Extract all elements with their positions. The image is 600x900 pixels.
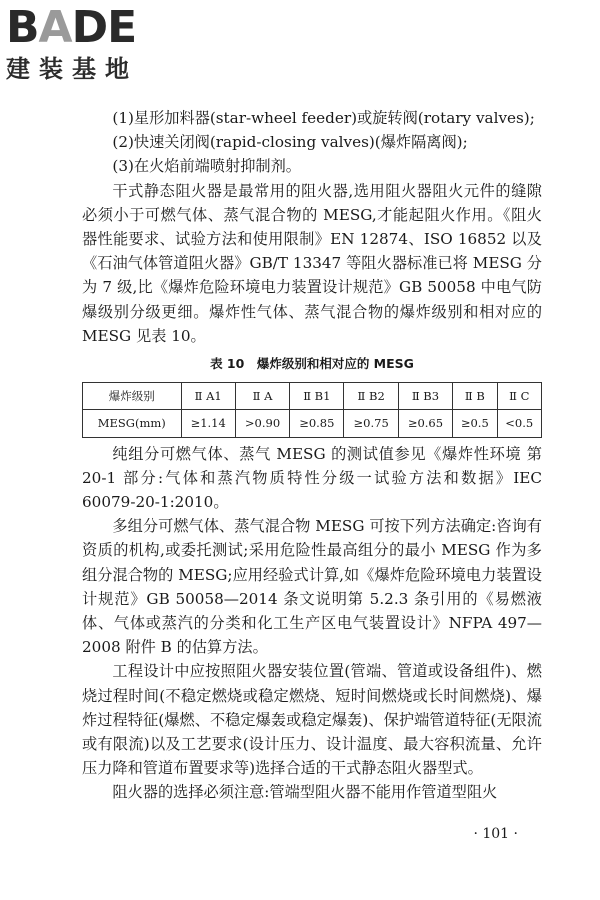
table-header-row [83, 383, 542, 410]
table-cell: ≥0.85 [290, 410, 344, 437]
list-item-2: (2)快速关闭阀(rapid-closing valves)(爆炸隔离阀); [112, 133, 468, 152]
table-cell: MESG(mm) [83, 410, 182, 437]
table-caption: 表 10 爆炸级别和相对应的 MESG [210, 356, 414, 372]
logo-letters-de: DE [71, 2, 137, 53]
table-header-cell: Ⅱ B3 [398, 383, 452, 410]
logo-letter-b: B [6, 2, 39, 53]
table-header-cell: Ⅱ A [235, 383, 289, 410]
table-cell: <0.5 [497, 410, 541, 437]
list-item-1: (1)星形加料器(star-wheel feeder)或旋转阀(rotary valves); [112, 109, 535, 127]
logo-letter-a: A [38, 2, 72, 53]
paragraph-4: 工程设计中应按照阻火器安装位置(管端、管道或设备组件)、燃烧过程时间(不稳定燃烧或稳定燃烧、短时间燃烧或长时间燃烧)、爆炸过程特征(爆燃、不稳定爆轰或稳定爆轰)、保护端管道特征(无限流或有限流)以及工艺要求(设计压力、设计温度、最大容积流量、允许压力降和管道布置要求等)选择合适的干式静态阻火器型式。 [82, 662, 542, 778]
paragraph-1: 干式静态阻火器是最常用的阻火器,选用阻火器阻火元件的缝隙必须小于可燃气体、蒸气混合物的 MESG,才能起阻火作用。《阻火器性能要求、试验方法和使用限制》EN 12874、ISO 16852 以及《石油气体管道阻火器》GB/T 13347 等阻火器标准已将 MESG 分为 7 级,比《爆炸危险环境电力装置设计规范》GB 50058 中电气防爆级别分级更细。爆炸性气体、蒸气混合物的爆炸级别和相对应的 MESG 见表 10。 [82, 181, 542, 345]
page-number: · 101 · [473, 826, 518, 842]
table-header-cell: 爆炸级别 [83, 383, 182, 410]
logo-chinese: 建装基地 [6, 55, 138, 83]
table-cell: ≥0.5 [453, 410, 497, 437]
brand-logo [6, 2, 138, 84]
table-cell: ≥1.14 [181, 410, 235, 437]
logo-wordmark [6, 2, 138, 53]
page-content [82, 106, 542, 805]
list-item-3: (3)在火焰前端喷射抑制剂。 [112, 157, 301, 176]
table-row [83, 410, 542, 437]
table-cell: ≥0.75 [344, 410, 398, 437]
mesg-table [82, 382, 542, 437]
table-cell: ≥0.65 [398, 410, 452, 437]
paragraph-3: 多组分可燃气体、蒸气混合物 MESG 可按下列方法确定:咨询有资质的机构,或委托测试;采用危险性最高组分的最小 MESG 作为多组分混合物的 MESG;应用经验式计算,如《爆炸危险环境电力装置设计规范》GB 50058—2014 条文说明第 5.2.3 条引用的《易燃液体、气体或蒸汽的分类和化工生产区电气装置设计》NFPA 497—2008 附件 B 的估算方法。 [82, 517, 542, 657]
paragraph-2: 纯组分可燃气体、蒸气 MESG 的测试值参见《爆炸性环境 第 20-1 部分:气体和蒸汽物质特性分级一试验方法和数据》IEC 60079-20-1:2010。 [82, 444, 542, 512]
table-cell: >0.90 [235, 410, 289, 437]
table-header-cell: Ⅱ B2 [344, 383, 398, 410]
paragraph-5: 阻火器的选择必须注意:管端型阻火器不能用作管道型阻火 [112, 783, 498, 802]
table-header-cell: Ⅱ B [453, 383, 497, 410]
table-header-cell: Ⅱ C [497, 383, 541, 410]
table-header-cell: Ⅱ A1 [181, 383, 235, 410]
table-header-cell: Ⅱ B1 [290, 383, 344, 410]
